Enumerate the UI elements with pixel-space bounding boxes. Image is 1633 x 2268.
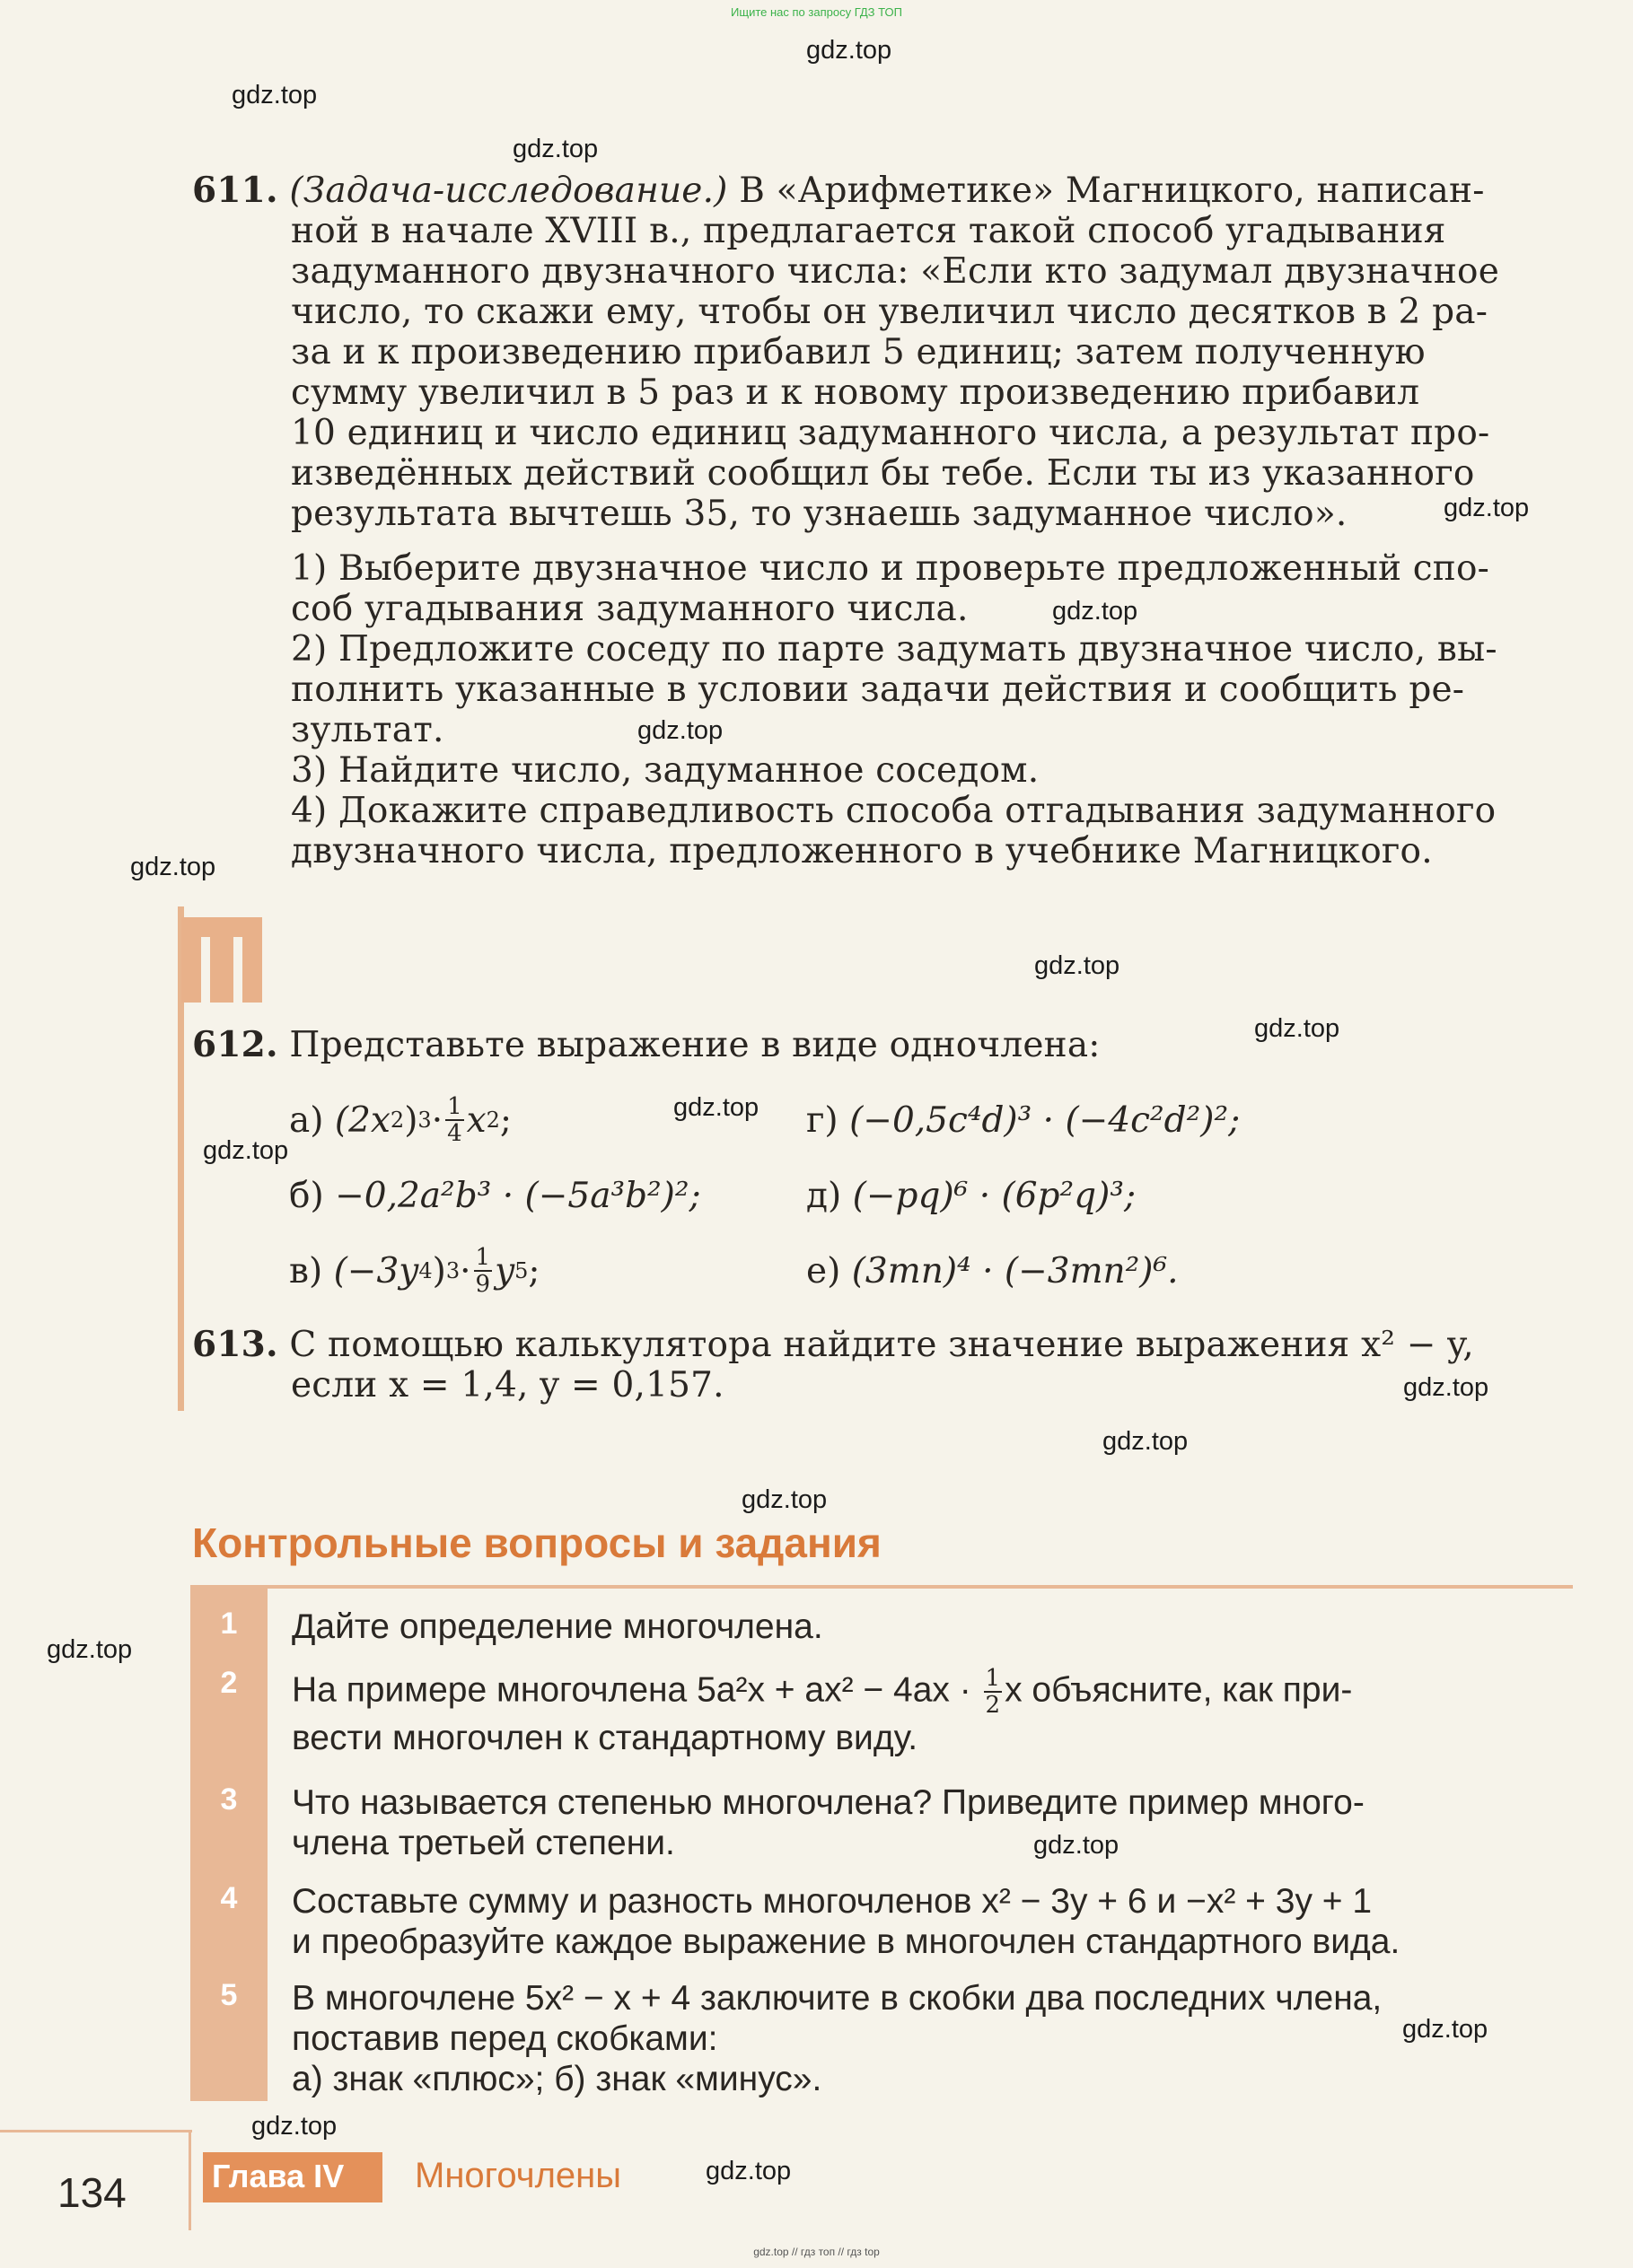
question-number: 1 [220, 1607, 238, 1641]
expression-g: г) (−0,5c⁴d)³ · (−4c²d²)²; [806, 1099, 1241, 1141]
problem-text-line: результата вычтешь 35, то узнаешь задуманное число». [291, 494, 1348, 534]
expression-b: б) −0,2a²b³ · (−5a³b²)²; [289, 1175, 701, 1216]
practice-icon-stem [210, 937, 233, 1003]
subitem-line: 1) Выберите двузначное число и проверьте предложенный спо- [291, 548, 1490, 589]
problem-text-line: С помощью калькулятора найдите значение выражения x² − y, [289, 1325, 1474, 1365]
subitem-line: зультат. [291, 710, 444, 750]
watermark: gdz.top [1403, 1373, 1489, 1402]
problem-text-line: если x = 1,4, y = 0,157. [291, 1365, 724, 1405]
problem-number: 612. [192, 1024, 278, 1065]
subitem-line: 3) Найдите число, задуманное соседом. [291, 750, 1040, 791]
expression-v: в) (−3y 4 ) 3 · $\frac{1}{9}$ y 5 ; [289, 1244, 540, 1298]
question-5: В многочлене 5x² − x + 4 заключите в скобки два последних члена, поставив перед скобками: а) знак «плюс»; б) знак «минус». [292, 1979, 1383, 2098]
fraction: $\frac{1}{4}$ [447, 1093, 462, 1147]
chapter-name: Многочлены [415, 2156, 621, 2195]
question-number: 2 [220, 1666, 238, 1700]
expression-d: д) (−pq)⁶ · (6p²q)³; [806, 1175, 1137, 1216]
top-banner: Ищите нас по запросу ГДЗ ТОП [731, 5, 902, 19]
watermark: gdz.top [251, 2112, 338, 2141]
page-number: 134 [57, 2169, 127, 2216]
question-4: Составьте сумму и разность многочленов x² − 3y + 6 и −x² + 3y + 1 и преобразуйте каждое выражение в многочлен стандартного вида. [292, 1882, 1400, 1961]
watermark: gdz.top [1033, 1831, 1119, 1860]
watermark: gdz.top [1052, 597, 1138, 626]
problem-lead: (Задача-исследование.) [289, 171, 728, 211]
watermark: gdz.top [232, 81, 318, 109]
question-number: 4 [220, 1881, 238, 1915]
watermark: gdz.top [1102, 1427, 1189, 1456]
problem-number: 611. [192, 170, 278, 211]
fraction: $\frac{1}{9}$ [475, 1244, 491, 1298]
watermark: gdz.top [513, 135, 599, 163]
problem-text-line: 10 единиц и число единиц задуманного числа, а результат про- [291, 413, 1490, 453]
footer-rule [0, 2130, 192, 2132]
watermark: gdz.top [706, 2157, 792, 2185]
problem-number: 613. [192, 1324, 278, 1365]
watermark: gdz.top [673, 1093, 759, 1122]
question-number: 3 [220, 1782, 238, 1817]
watermark: gdz.top [203, 1136, 289, 1165]
problem-text-line: В «Арифметике» Магницкого, написан- [739, 171, 1485, 211]
problem-613 [192, 1325, 1593, 1405]
footer-divider [189, 2130, 191, 2230]
subitem-line: 2) Предложите соседу по парте задумать двузначное число, вы- [291, 629, 1497, 670]
problem-text-line: ной в начале XVIII в., предлагается такой способ угадывания [291, 211, 1446, 251]
subitem-line: двузначного числа, предложенного в учебнике Магницкого. [291, 831, 1433, 871]
fraction: $\frac{1}{2}$ [985, 1665, 1001, 1719]
watermark: gdz.top [1034, 951, 1120, 980]
watermark: gdz.top [47, 1635, 133, 1664]
question-number: 5 [220, 1978, 238, 2012]
question-number-band [190, 1587, 268, 2101]
subitem-line: полнить указанные в условии задачи действия и сообщить ре- [291, 670, 1465, 710]
watermark: gdz.top [1254, 1014, 1340, 1043]
question-2: На примере многочлена 5a²x + ax² − 4ax · $\frac{1}{2}$ x объясните, как при- вести многочлен к стандартному виду. [292, 1665, 1353, 1757]
subitem-line: соб угадывания задуманного числа. [291, 589, 969, 629]
watermark: gdz.top [742, 1485, 828, 1514]
expression-a: а) (2x 2 ) 3 · $\frac{1}{4}$ x 2 ; [289, 1093, 513, 1147]
subitem-line: 4) Докажите справедливость способа отгадывания задуманного [291, 791, 1497, 831]
watermark: gdz.top [130, 853, 216, 881]
problem-text-line: за и к произведению прибавил 5 единиц; затем полученную [291, 332, 1426, 372]
problem-text-line: изведённых действий сообщил бы тебе. Если ты из указанного [291, 453, 1475, 494]
problem-611 [192, 171, 1584, 871]
watermark: gdz.top [1402, 2015, 1488, 2044]
chapter-label: Глава IV [212, 2158, 345, 2194]
problem-text-line: задуманного двузначного числа: «Если кто задумал двузначное [291, 251, 1500, 292]
watermark: gdz.top [637, 716, 724, 745]
problem-text-line: число, то скажи ему, чтобы он увеличил число десятков в 2 ра- [291, 292, 1488, 332]
problem-text-line: сумму увеличил в 5 раз и к новому произведению прибавил [291, 372, 1420, 413]
section-rule [190, 1585, 1573, 1589]
bottom-banner: gdz.top // гдз топ // гдз top [753, 2246, 880, 2258]
expression-e: е) (3mn)⁴ · (−3mn²)⁶. [806, 1250, 1179, 1292]
watermark: gdz.top [1444, 494, 1530, 522]
question-3: Что называется степенью многочлена? Приведите пример много- члена третьей степени. [292, 1783, 1365, 1862]
question-1: Дайте определение многочлена. [292, 1607, 823, 1646]
problem-612 [192, 1025, 1584, 1065]
section-title: Контрольные вопросы и задания [192, 1519, 882, 1566]
problem-text: Представьте выражение в виде одночлена: [289, 1025, 1101, 1065]
watermark: gdz.top [806, 36, 892, 65]
